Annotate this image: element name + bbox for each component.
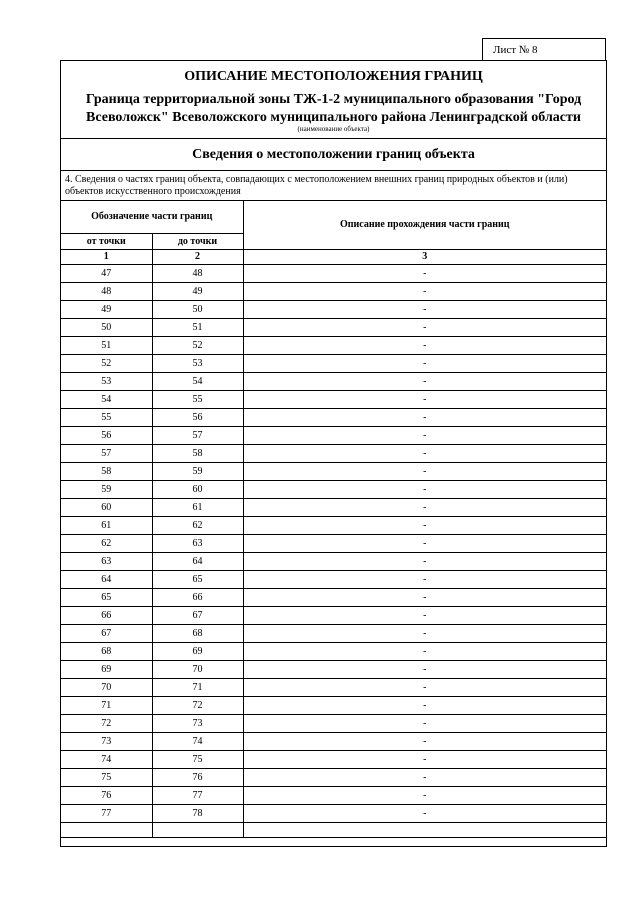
to-point-cell: 58 [152,444,243,462]
description-cell: - [243,480,606,498]
column-number: 3 [243,249,606,264]
description-cell: - [243,534,606,552]
table-row [61,786,606,804]
from-point-cell: 77 [61,804,152,822]
description-cell: - [243,372,606,390]
description-cell: - [243,714,606,732]
table-row [61,462,606,480]
to-point-cell: 78 [152,804,243,822]
empty-cell [61,822,152,837]
table-row [61,552,606,570]
description-cell: - [243,516,606,534]
description-cell: - [243,678,606,696]
from-point-cell: 63 [61,552,152,570]
from-point-cell: 61 [61,516,152,534]
to-point-cell: 76 [152,768,243,786]
from-point-cell: 55 [61,408,152,426]
from-point-cell: 62 [61,534,152,552]
to-point-cell: 69 [152,642,243,660]
description-cell: - [243,552,606,570]
section-note: 4. Сведения о частях границ объекта, совпадающих с местоположением внешних границ природных объектов и (или) объектов искусственного происхождения [61,171,606,201]
column-number: 1 [61,249,152,264]
from-point-cell: 50 [61,318,152,336]
description-cell: - [243,318,606,336]
to-point-cell: 61 [152,498,243,516]
table-body [61,264,606,837]
to-point-cell: 49 [152,282,243,300]
table-row [61,282,606,300]
description-cell: - [243,426,606,444]
description-cell: - [243,300,606,318]
from-point-cell: 60 [61,498,152,516]
description-cell: - [243,462,606,480]
table-row [61,480,606,498]
from-point-cell: 47 [61,264,152,282]
from-header: от точки [61,233,152,249]
empty-cell [152,822,243,837]
from-point-cell: 51 [61,336,152,354]
document-frame [60,60,607,847]
table-row [61,570,606,588]
description-cell: - [243,606,606,624]
table-row [61,642,606,660]
to-point-cell: 71 [152,678,243,696]
from-point-cell: 56 [61,426,152,444]
from-point-cell: 71 [61,696,152,714]
table-row [61,696,606,714]
to-point-cell: 53 [152,354,243,372]
to-point-cell: 48 [152,264,243,282]
to-point-cell: 68 [152,624,243,642]
from-point-cell: 48 [61,282,152,300]
to-point-cell: 63 [152,534,243,552]
to-point-cell: 74 [152,732,243,750]
description-cell: - [243,804,606,822]
from-point-cell: 69 [61,660,152,678]
to-header: до точки [152,233,243,249]
description-cell: - [243,408,606,426]
table-row [61,336,606,354]
to-point-cell: 73 [152,714,243,732]
from-point-cell: 52 [61,354,152,372]
desc-header: Описание прохождения части границ [243,201,606,249]
from-point-cell: 67 [61,624,152,642]
sheet-number: Лист № 8 [482,38,606,60]
from-point-cell: 73 [61,732,152,750]
description-cell: - [243,570,606,588]
section-title: Сведения о местоположении границ объекта [61,139,606,171]
from-point-cell: 68 [61,642,152,660]
to-point-cell: 67 [152,606,243,624]
to-point-cell: 65 [152,570,243,588]
from-point-cell: 64 [61,570,152,588]
description-cell: - [243,732,606,750]
table-row [61,588,606,606]
description-cell: - [243,750,606,768]
description-cell: - [243,786,606,804]
table-row [61,534,606,552]
description-cell: - [243,264,606,282]
to-point-cell: 50 [152,300,243,318]
from-point-cell: 53 [61,372,152,390]
to-point-cell: 72 [152,696,243,714]
from-point-cell: 76 [61,786,152,804]
to-point-cell: 62 [152,516,243,534]
description-cell: - [243,336,606,354]
table-row [61,624,606,642]
description-cell: - [243,660,606,678]
to-point-cell: 55 [152,390,243,408]
to-point-cell: 64 [152,552,243,570]
to-point-cell: 75 [152,750,243,768]
description-cell: - [243,588,606,606]
to-point-cell: 57 [152,426,243,444]
from-point-cell: 75 [61,768,152,786]
to-point-cell: 60 [152,480,243,498]
to-point-cell: 54 [152,372,243,390]
to-point-cell: 59 [152,462,243,480]
boundary-parts-table [61,201,606,838]
table-row [61,606,606,624]
table-row [61,408,606,426]
to-point-cell: 70 [152,660,243,678]
table-row [61,318,606,336]
table-row [61,660,606,678]
from-point-cell: 54 [61,390,152,408]
description-cell: - [243,624,606,642]
from-point-cell: 74 [61,750,152,768]
description-cell: - [243,696,606,714]
description-cell: - [243,282,606,300]
to-point-cell: 77 [152,786,243,804]
table-row [61,750,606,768]
from-point-cell: 58 [61,462,152,480]
to-point-cell: 66 [152,588,243,606]
table-row [61,300,606,318]
document-title: ОПИСАНИЕ МЕСТОПОЛОЖЕНИЯ ГРАНИЦ [184,69,483,84]
empty-cell [243,822,606,837]
table-row [61,372,606,390]
table-row [61,444,606,462]
description-cell: - [243,390,606,408]
table-row [61,732,606,750]
table-row [61,714,606,732]
description-cell: - [243,498,606,516]
document-header [61,61,606,139]
table-row [61,516,606,534]
to-point-cell: 52 [152,336,243,354]
column-number: 2 [152,249,243,264]
table-row [61,264,606,282]
from-point-cell: 65 [61,588,152,606]
to-point-cell: 56 [152,408,243,426]
table-row [61,678,606,696]
table-row [61,768,606,786]
table-row [61,426,606,444]
table-row [61,354,606,372]
table-row [61,822,606,837]
description-cell: - [243,642,606,660]
from-point-cell: 57 [61,444,152,462]
description-cell: - [243,768,606,786]
group-header: Обозначение части границ [61,201,243,233]
description-cell: - [243,354,606,372]
from-point-cell: 59 [61,480,152,498]
to-point-cell: 51 [152,318,243,336]
from-point-cell: 66 [61,606,152,624]
from-point-cell: 49 [61,300,152,318]
object-name: Граница территориальной зоны ТЖ-1-2 муниципального образования "Город Всеволожск" Всеволожского муниципального района Ленинградской области [85,92,582,125]
description-cell: - [243,444,606,462]
from-point-cell: 72 [61,714,152,732]
from-point-cell: 70 [61,678,152,696]
table-row [61,498,606,516]
object-name-caption: (наименование объекта) [297,125,370,133]
table-row [61,390,606,408]
table-row [61,804,606,822]
